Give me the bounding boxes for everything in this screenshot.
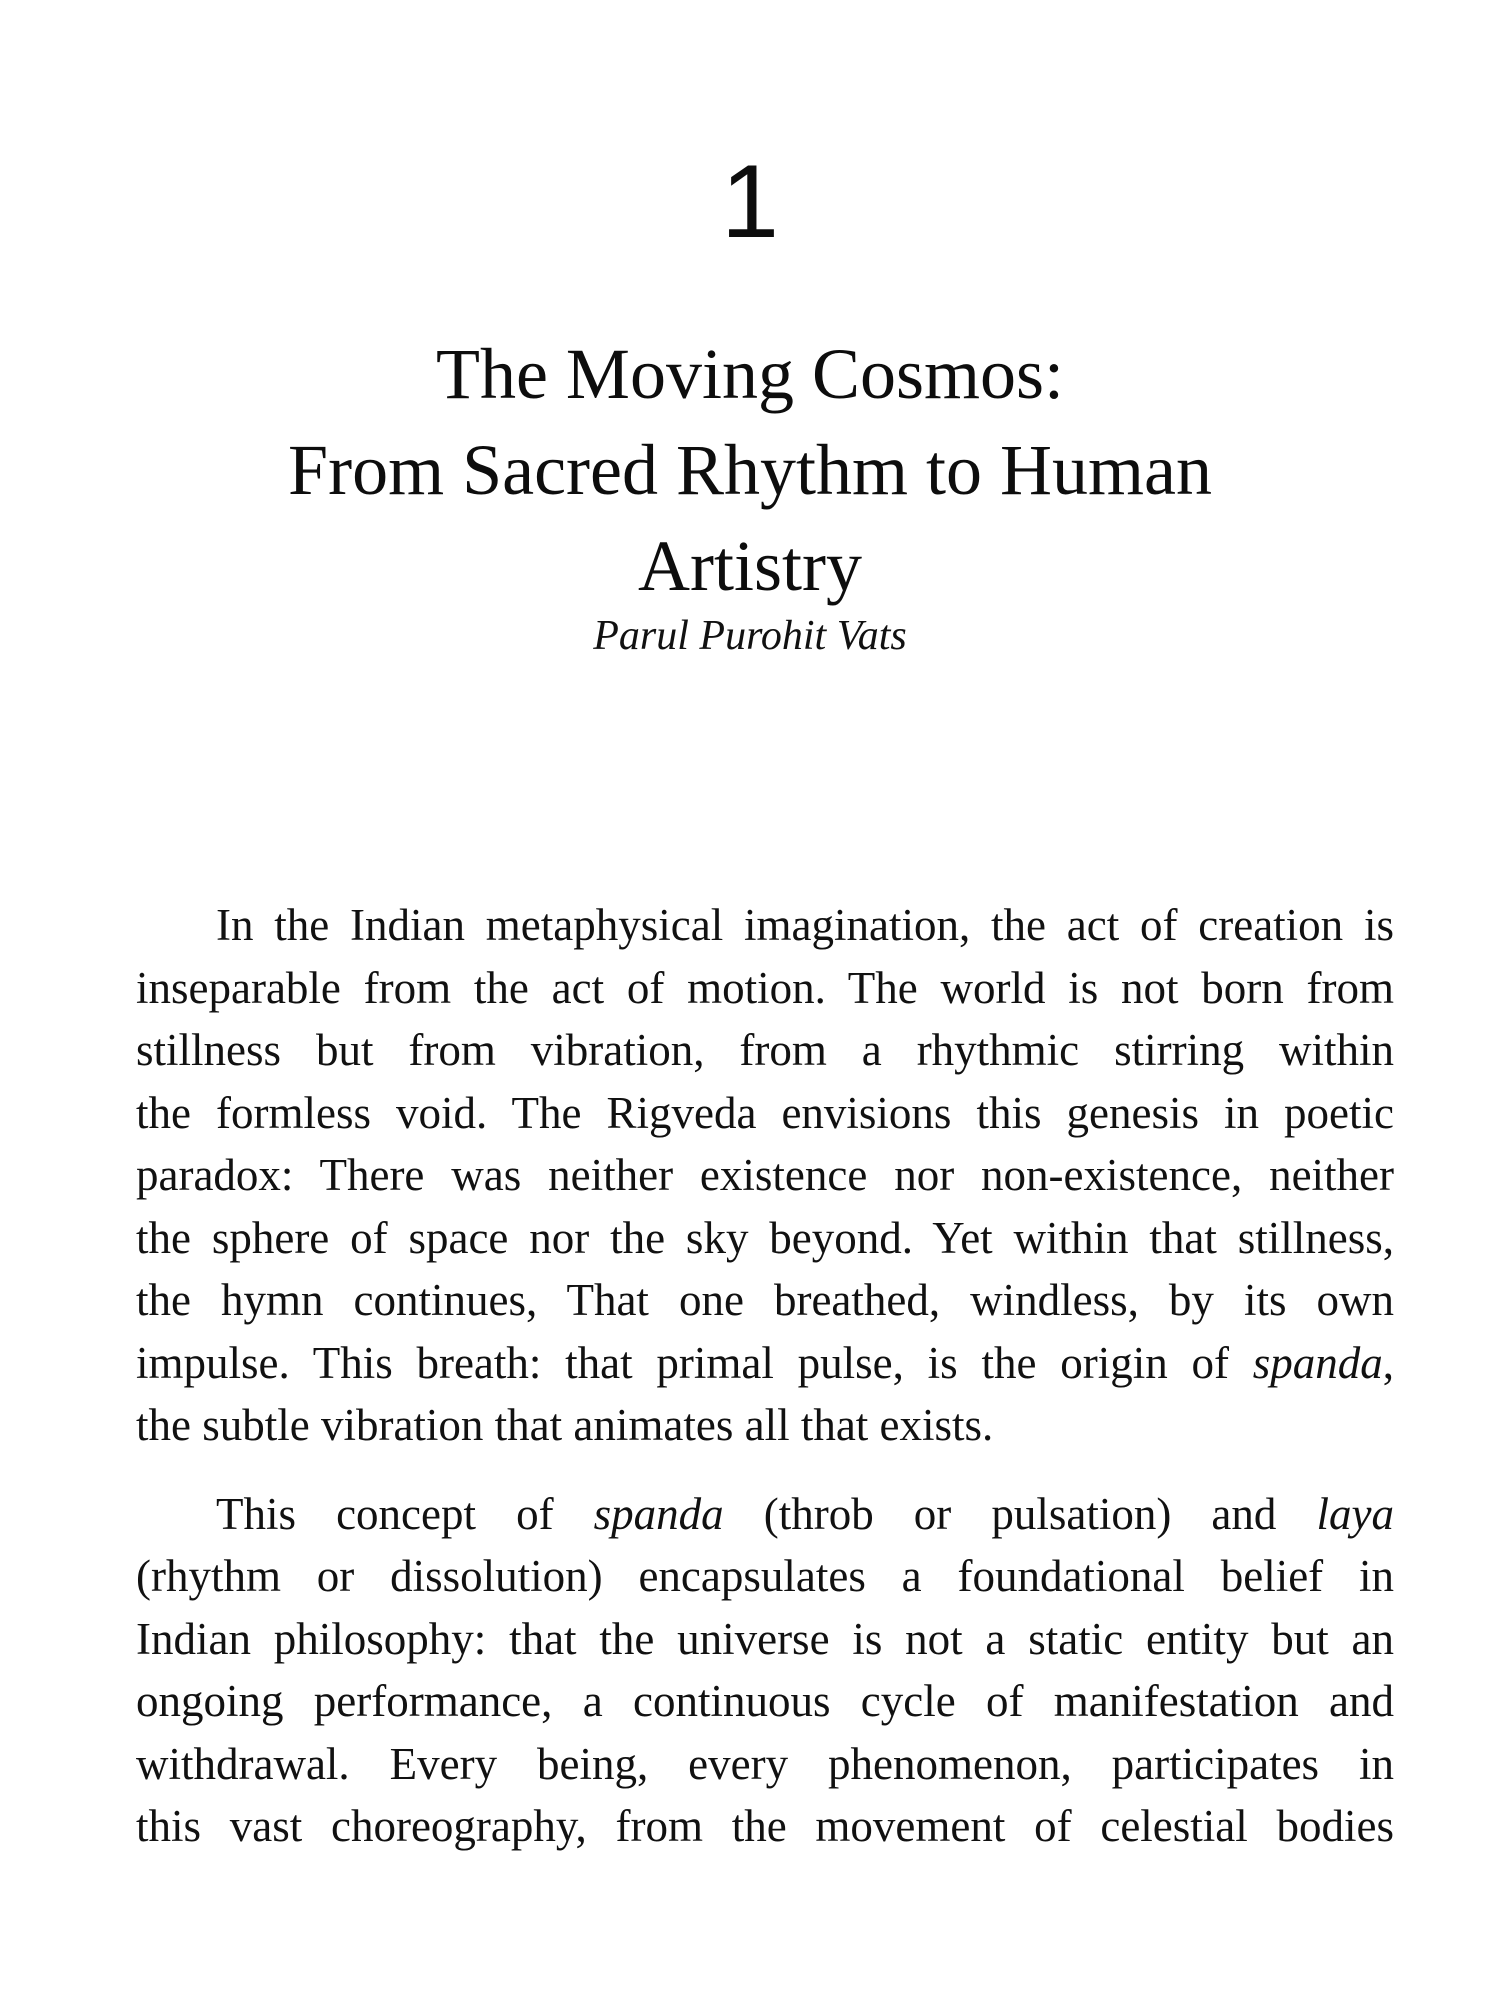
- text-line: the subtle vibration that animates all that exists.: [136, 1400, 994, 1450]
- italic-term: laya: [1316, 1488, 1394, 1539]
- text-line: withdrawal. Every being, every phenomenon, participates in: [136, 1738, 1394, 1789]
- text-line: This concept of spanda (throb or pulsation) and laya: [216, 1488, 1394, 1539]
- chapter-title-line: The Moving Cosmos:: [435, 334, 1065, 414]
- text-line: the formless void. The Rigveda envisions this genesis in poetic: [136, 1087, 1394, 1138]
- italic-term: spanda: [1252, 1337, 1383, 1388]
- text-line: paradox: There was neither existence nor non-existence, neither: [136, 1150, 1394, 1200]
- text-line: (rhythm or dissolution) encapsulates a foundational belief in: [136, 1551, 1394, 1601]
- text-line: inseparable from the act of motion. The world is not born from: [136, 962, 1394, 1013]
- italic-term: spanda: [593, 1488, 724, 1539]
- text-line: Indian philosophy: that the universe is not a static entity but an: [136, 1613, 1394, 1664]
- paragraph: [136, 1483, 1394, 1858]
- text-line: the sphere of space nor the sky beyond. Yet within that stillness,: [136, 1212, 1394, 1263]
- chapter-title-line: Artistry: [638, 526, 862, 606]
- chapter-title-line: From Sacred Rhythm to Human: [288, 430, 1212, 510]
- text-line: this vast choreography, from the movement of celestial bodies: [136, 1801, 1394, 1851]
- chapter-title: [150, 326, 1350, 614]
- body-text: [136, 894, 1394, 1884]
- text-line: stillness but from vibration, from a rhythmic stirring within: [136, 1025, 1394, 1075]
- text-line: ongoing performance, a continuous cycle of manifestation and: [136, 1676, 1394, 1726]
- text-line: impulse. This breath: that primal pulse, is the origin of spanda,: [136, 1337, 1394, 1388]
- chapter-number: 1: [721, 144, 779, 260]
- chapter-author: Parul Purohit Vats: [593, 613, 907, 659]
- paragraph: [136, 894, 1394, 1457]
- text-line: the hymn continues, That one breathed, windless, by its own: [136, 1275, 1394, 1325]
- text-line: In the Indian metaphysical imagination, the act of creation is: [216, 900, 1394, 950]
